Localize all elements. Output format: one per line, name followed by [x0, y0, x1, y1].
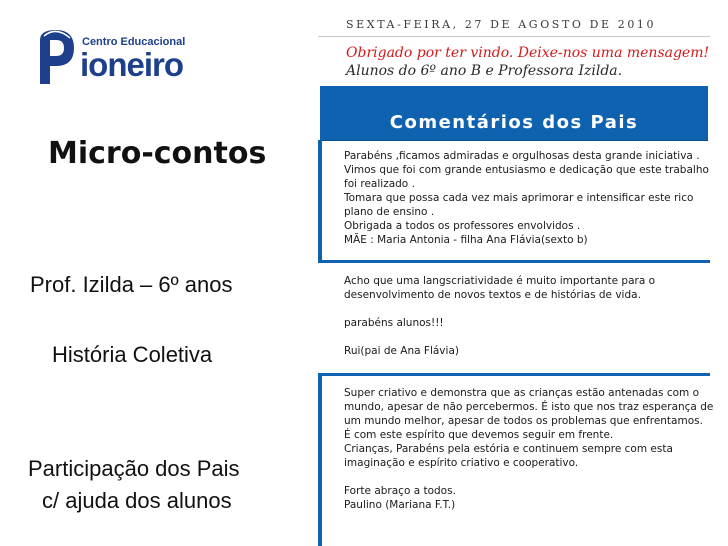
comment-line: Forte abraço a todos.	[344, 485, 456, 497]
comment-line: plano de ensino .	[344, 206, 435, 218]
comment-signature: Rui(pai de Ana Flávia)	[344, 345, 459, 357]
comment-line: Obrigada a todos os professores envolvidos .	[344, 220, 581, 232]
comment-line: Tomara que possa cada vez mais aprimorar e intensificar este rico	[344, 192, 694, 204]
comment-line: imaginação e espírito criativo e cooperativo.	[344, 457, 579, 469]
thanks-line-2: Alunos do 6º ano B e Professora Izilda.	[346, 63, 623, 79]
comments-banner	[320, 86, 708, 141]
comment-signature: Paulino (Mariana F.T.)	[344, 499, 456, 511]
participation-label: Participação dos Pais	[28, 456, 240, 481]
date-divider	[318, 36, 710, 37]
logo-name: ioneiro	[80, 46, 184, 83]
comment-line: É com este espírito que devemos seguir em frente.	[344, 429, 614, 441]
comment-divider	[318, 260, 710, 263]
school-logo	[34, 22, 184, 92]
comment-3-bar	[318, 376, 322, 546]
comment-line: MÃE : Maria Antonia - filha Ana Flávia(sexto b)	[344, 234, 588, 246]
banner-title: Comentários dos Pais	[389, 112, 639, 133]
thanks-line-1: Obrigado por ter vindo. Deixe-nos uma mensagem!	[346, 45, 710, 61]
thanks-message	[346, 44, 709, 80]
logo-subtitle: Centro Educacional	[82, 36, 186, 48]
comment-line: parabéns alunos!!!	[344, 317, 444, 329]
comment-line: Vimos que foi com grande entusiasmo e dedicação que este trabalho	[344, 164, 709, 176]
comment-line: Super criativo e demonstra que as crianças estão antenadas com o	[344, 387, 700, 399]
comment-line: Parabéns ,ficamos admiradas e orgulhosas desta grande iniciativa .	[344, 150, 700, 162]
comment-divider	[318, 373, 710, 376]
comment-1	[344, 149, 709, 247]
comment-2	[344, 274, 655, 358]
comment-line: foi realizado .	[344, 178, 415, 190]
comment-1-bar	[318, 140, 322, 260]
pioneiro-p-logo-icon	[34, 26, 78, 86]
comment-line: um mundo melhor, apesar de todos os problemas que enfrentamos.	[344, 415, 703, 427]
comment-line: desenvolvimento de novos textos e de histórias de vida.	[344, 289, 641, 301]
subtitle-label: História Coletiva	[52, 342, 213, 367]
help-label: c/ ajuda dos alunos	[42, 488, 232, 513]
post-date: SEXTA-FEIRA, 27 DE AGOSTO DE 2010	[346, 18, 657, 31]
page-title: Micro-contos	[48, 136, 267, 171]
blog-panel	[318, 0, 728, 546]
comment-line: Crianças, Parabéns pela estória e continuem sempre com esta	[344, 443, 673, 455]
comment-line: mundo, apesar de não percebermos. É isto que nos traz esperança de	[344, 401, 714, 413]
teacher-label: Prof. Izilda – 6º anos	[30, 272, 233, 297]
comment-3	[344, 386, 713, 512]
comment-line: Acho que uma langscriatividade é muito importante para o	[344, 275, 656, 287]
